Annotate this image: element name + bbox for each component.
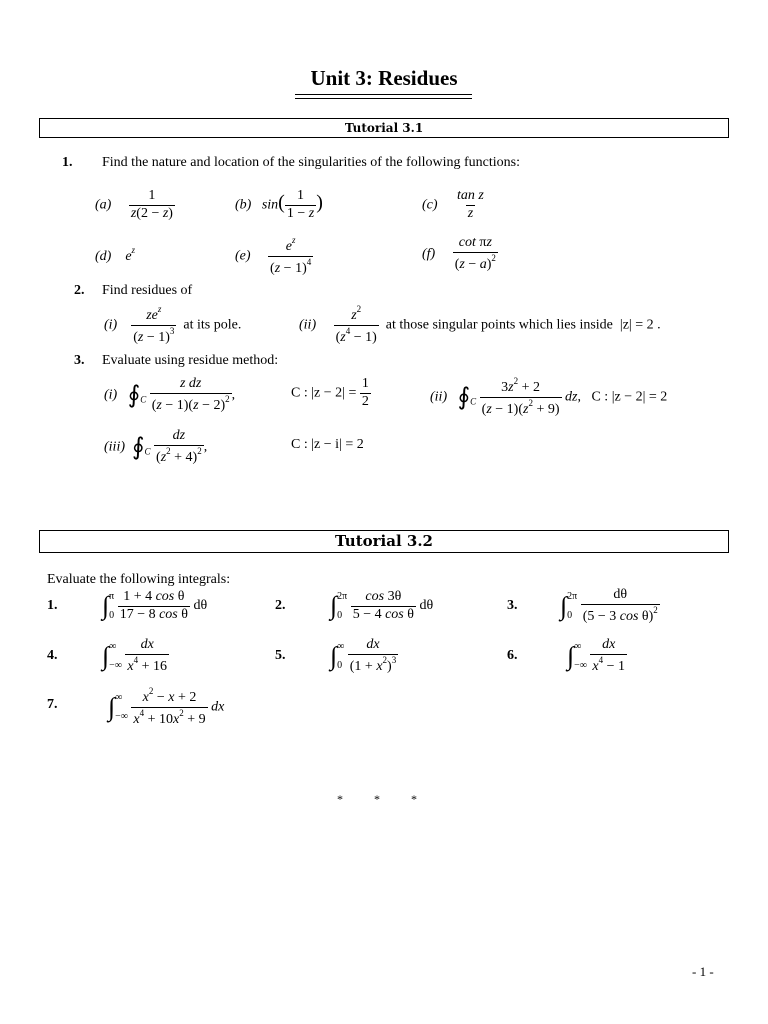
t2-item-6-upper: ∞ [574,641,582,653]
t2-item-4: ∫ ∞ −∞ $\frac{dx}{x^4 + 16}$ [102,637,168,674]
q1-item-a: (a) $\frac{1}{z(2 - z)}$ [95,188,173,221]
q1-item-e-label: (e) [235,248,251,264]
t2-item-2-upper: 2π [337,591,348,602]
q1-number: 1. [62,155,73,170]
t2-item-3-upper: 2π [567,591,578,603]
t2-item-1-number: 1. [47,598,58,613]
q3-iii-label: (iii) [104,439,125,455]
q1-item-f-label: (f) [422,246,436,262]
t2-item-5-upper: ∞ [337,641,345,653]
t2-item-6-lower: −∞ [574,660,587,672]
t2-item-1-lower: 0 [109,610,115,621]
q2-text: Find residues of [102,283,193,298]
tutorial-3-1-heading: Tutorial 3.1 [39,118,729,138]
t2-item-4-number: 4. [47,648,58,663]
t2-item-7: ∫ ∞ −∞ $\frac{x^2 - x + 2}{x^4 + 10x^2 + 9}$ dx [108,686,225,727]
q1-text: Find the nature and location of the singularities of the following functions: [102,155,520,170]
q3-iii-contour: C : |z − i| = 2 [291,437,364,452]
t2-item-3-number: 3. [507,598,518,613]
q2-ii-label: (ii) [299,317,317,333]
q3-i-contour-text: C : |z − 2| = [291,385,357,401]
tut2-intro: Evaluate the following integrals: [47,572,231,587]
q1-item-c: (c) $\frac{\text{tan z}}{z}$ [422,188,484,221]
t2-item-1: ∫ π 0 $\frac{\text{1 + 4 cos θ}}{\text{17 − 8 cos θ}}$ dθ [102,587,207,625]
q2-i-suffix: at its pole. [183,317,242,333]
q3-part-iii: (iii) $∮_C$ $\frac{dz}{(z^2 + 4)^2}$ , [104,428,208,465]
t2-item-5-lower: 0 [337,660,343,672]
t2-item-7-upper: ∞ [115,692,123,704]
t2-item-3-lower: 0 [567,610,573,622]
q3-number: 3. [74,353,85,368]
q3-ii-contour: C : |z − 2| = 2 [591,389,668,405]
q2-number: 2. [74,283,85,298]
title-underline [295,94,472,95]
q1-item-f: (f) $\frac{\text{cot πz}}{(z - a)^2}$ [422,235,496,272]
t2-item-2-lower: 0 [337,610,343,621]
q2-i-label: (i) [104,317,118,333]
tutorial-3-2-heading: Tutorial 3.2 [39,530,729,553]
t2-item-6-number: 6. [507,648,518,663]
t2-item-5-number: 5. [275,648,286,663]
t2-item-5: ∫ ∞ 0 $\frac{dx}{(1 + x^2)^3}$ [330,637,397,674]
page-title: Unit 3: Residues [310,66,458,90]
t2-item-7-number: 7. [47,697,58,712]
q3-i-contour: C : |z − 2| = $\frac{1}{2}$ [291,376,369,409]
title-underline-2 [295,98,472,99]
t2-item-1-upper: π [109,591,115,602]
t2-item-4-upper: ∞ [109,641,117,653]
t2-item-7-lower: −∞ [115,711,128,723]
q1-item-e: (e) $\frac{e^z}{(z - 1)^4}$ [235,235,312,276]
q2-part-ii: (ii) $\frac{z^2}{(z^4 - 1)}$ at those singular points which lies inside |z| = 2 . [299,304,661,345]
t2-item-4-lower: −∞ [109,660,122,672]
q1-item-a-label: (a) [95,197,112,213]
q3-text: Evaluate using residue method: [102,353,279,368]
q3-i-label: (i) [104,387,118,403]
q3-part-ii: (ii) $∮_C$ $\frac{3z^2 + 2}{(z - 1)(z^2 + 9)}$ dz, C : |z − 2| = 2 [430,376,668,417]
q1-item-b: (b) sin( $\frac{1}{1 - z}$ ) [235,188,323,221]
q1-item-d: (d) $e^z$ [95,245,136,264]
q1-item-c-label: (c) [422,197,438,213]
q3-part-i: (i) $∮_C$ $\frac{\text{z dz}}{(z - 1)(z - 2)^2}$ , [104,376,236,413]
t2-item-6: ∫ ∞ −∞ $\frac{dx}{x^4 - 1}$ [567,637,626,674]
q2-ii-suffix: at those singular points which lies inside [385,317,613,333]
q1-item-b-label: (b) [235,197,252,213]
q3-ii-label: (ii) [430,389,448,405]
end-stars: * * * [337,792,431,806]
q2-ii-region: |z| = 2 . [619,317,661,333]
page-number: - 1 - [692,964,714,979]
t2-item-2: ∫ 2π 0 $\frac{\cos 3\theta}{\text{5 − 4 cos θ}}$ dθ [330,587,433,625]
q1-item-d-label: (d) [95,249,112,264]
q2-part-i: (i) $\frac{ze^z}{(z - 1)^3}$ at its pole. [104,304,242,345]
t2-item-3: ∫ 2π 0 $\frac{d\theta}{(5 - 3 \cos \theta)^2}$ [560,587,658,624]
t2-item-2-number: 2. [275,598,286,613]
